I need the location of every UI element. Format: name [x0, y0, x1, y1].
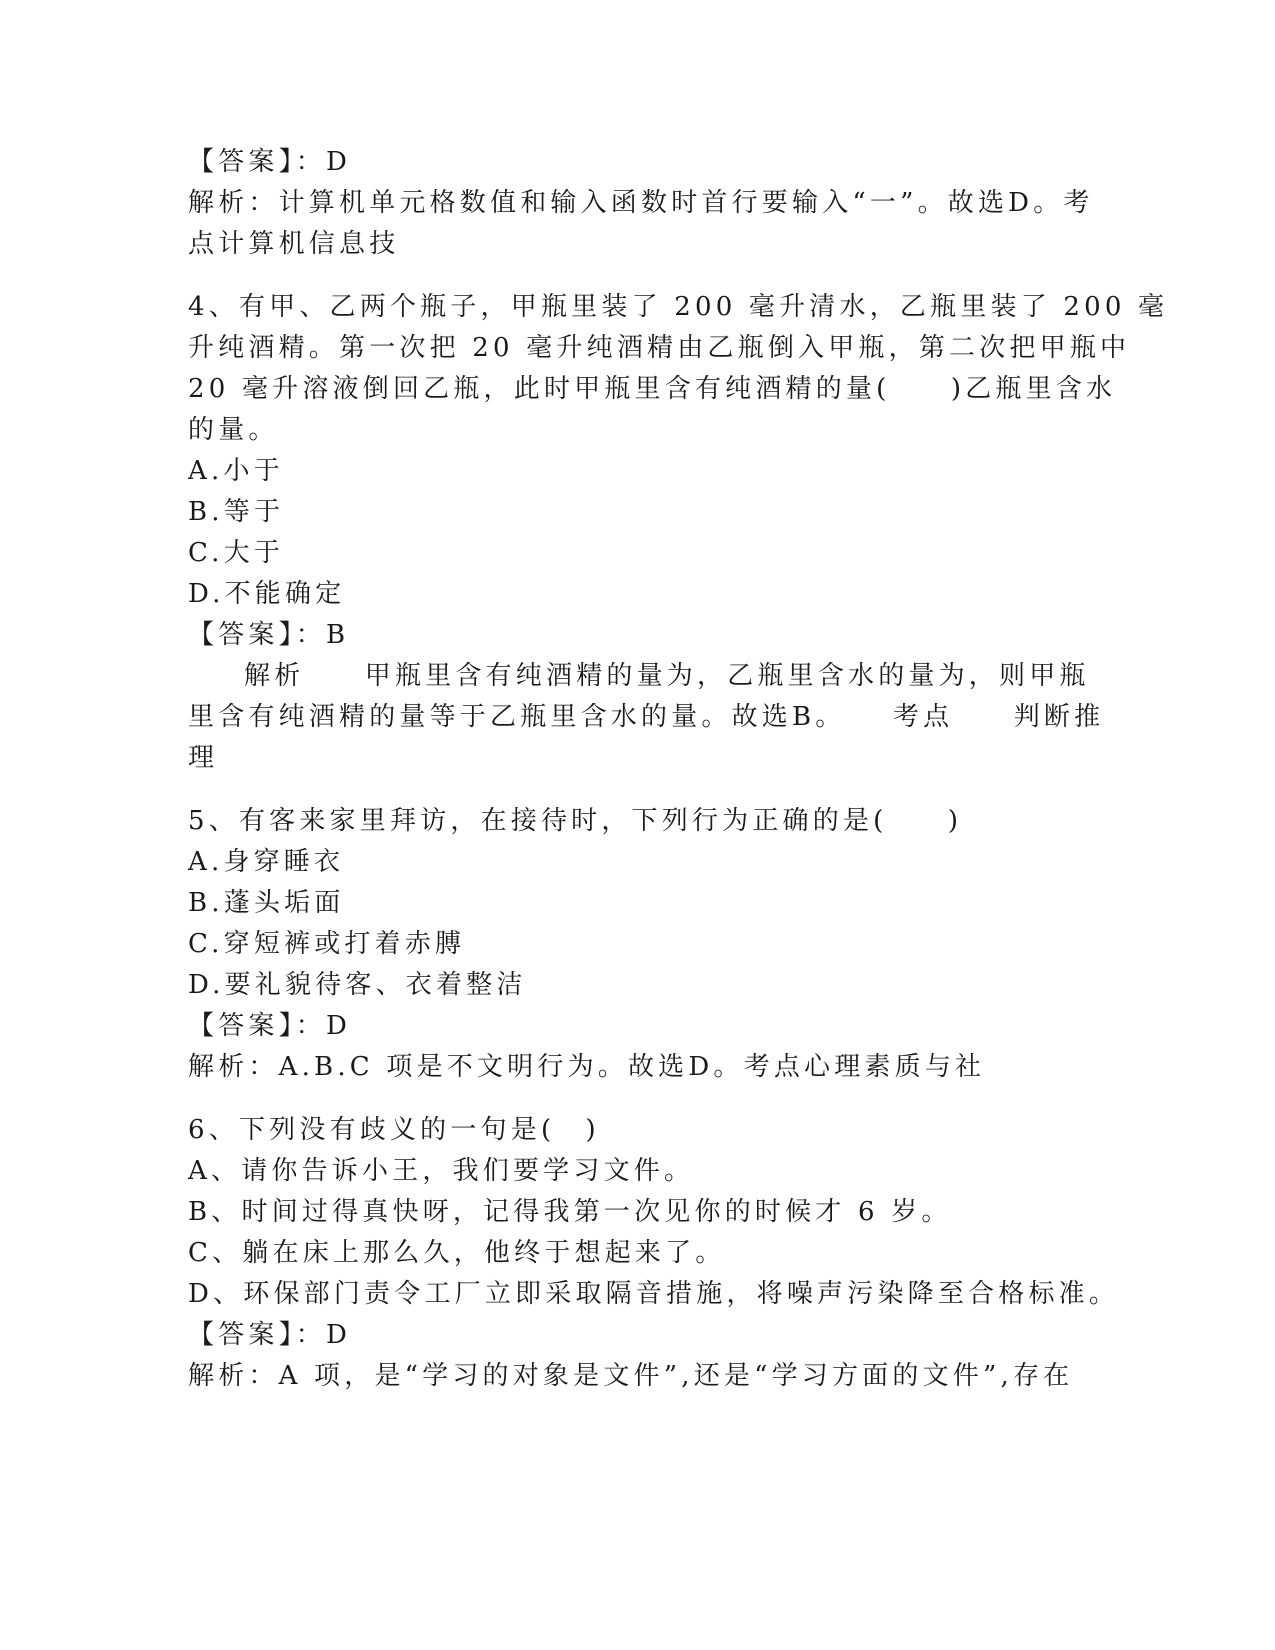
option-a: A.小于 [188, 456, 284, 486]
explanation-line: 解析 甲瓶里含有纯酒精的量为，乙瓶里含水的量为，则甲瓶 [244, 661, 1090, 691]
explanation-line: 里含有纯酒精的量等于乙瓶里含水的量。故选B。 考点 判断推 [188, 702, 1105, 732]
option-b: B、时间过得真快呀，记得我第一次见你的时候才 6 岁。 [188, 1197, 952, 1227]
question-6-stem: 6、下列没有歧义的一句是( ) [188, 1115, 600, 1145]
question-4-stem: 的量。 [188, 415, 279, 445]
question-4-stem: 20 毫升溶液倒回乙瓶，此时甲瓶里含有纯酒精的量( )乙瓶里含水 [188, 374, 1117, 404]
question-4-stem: 升纯酒精。第一次把 20 毫升纯酒精由乙瓶倒入甲瓶，第二次把甲瓶中 [188, 333, 1131, 363]
explanation-line: 理 [188, 743, 219, 773]
option-c: C、躺在床上那么久，他终于想起来了。 [188, 1238, 726, 1268]
explanation-line: 点计算机信息技 [188, 229, 400, 259]
option-a: A.身穿睡衣 [188, 847, 345, 877]
explanation-line: 解析：A 项，是“学习的对象是文件”,还是“学习方面的文件”,存在 [188, 1361, 1074, 1391]
option-c: C.大于 [188, 538, 285, 568]
option-d: D、环保部门责令工厂立即采取隔音措施，将噪声污染降至合格标准。 [188, 1279, 1120, 1309]
answer-line: 【答案】：D [188, 1011, 352, 1041]
option-b: B.等于 [188, 497, 285, 527]
option-a: A、请你告诉小王，我们要学习文件。 [188, 1156, 695, 1186]
answer-line: 【答案】：D [188, 147, 352, 177]
option-c: C.穿短裤或打着赤膊 [188, 929, 466, 959]
question-4-stem: 4、有甲、乙两个瓶子，甲瓶里装了 200 毫升清水，乙瓶里装了 200 毫 [188, 292, 1169, 322]
option-d: D.不能确定 [188, 579, 346, 609]
answer-line: 【答案】：D [188, 1320, 352, 1350]
option-b: B.蓬头垢面 [188, 888, 345, 918]
explanation-line: 解析：计算机单元格数值和输入函数时首行要输入“一”。故选D。考 [188, 188, 1094, 218]
explanation-line: 解析：A.B.C 项是不文明行为。故选D。考点心理素质与社 [188, 1052, 986, 1082]
question-5-stem: 5、有客来家里拜访，在接待时，下列行为正确的是( ) [188, 806, 963, 836]
option-d: D.要礼貌待客、衣着整洁 [188, 970, 527, 1000]
answer-line: 【答案】：B [188, 620, 350, 650]
